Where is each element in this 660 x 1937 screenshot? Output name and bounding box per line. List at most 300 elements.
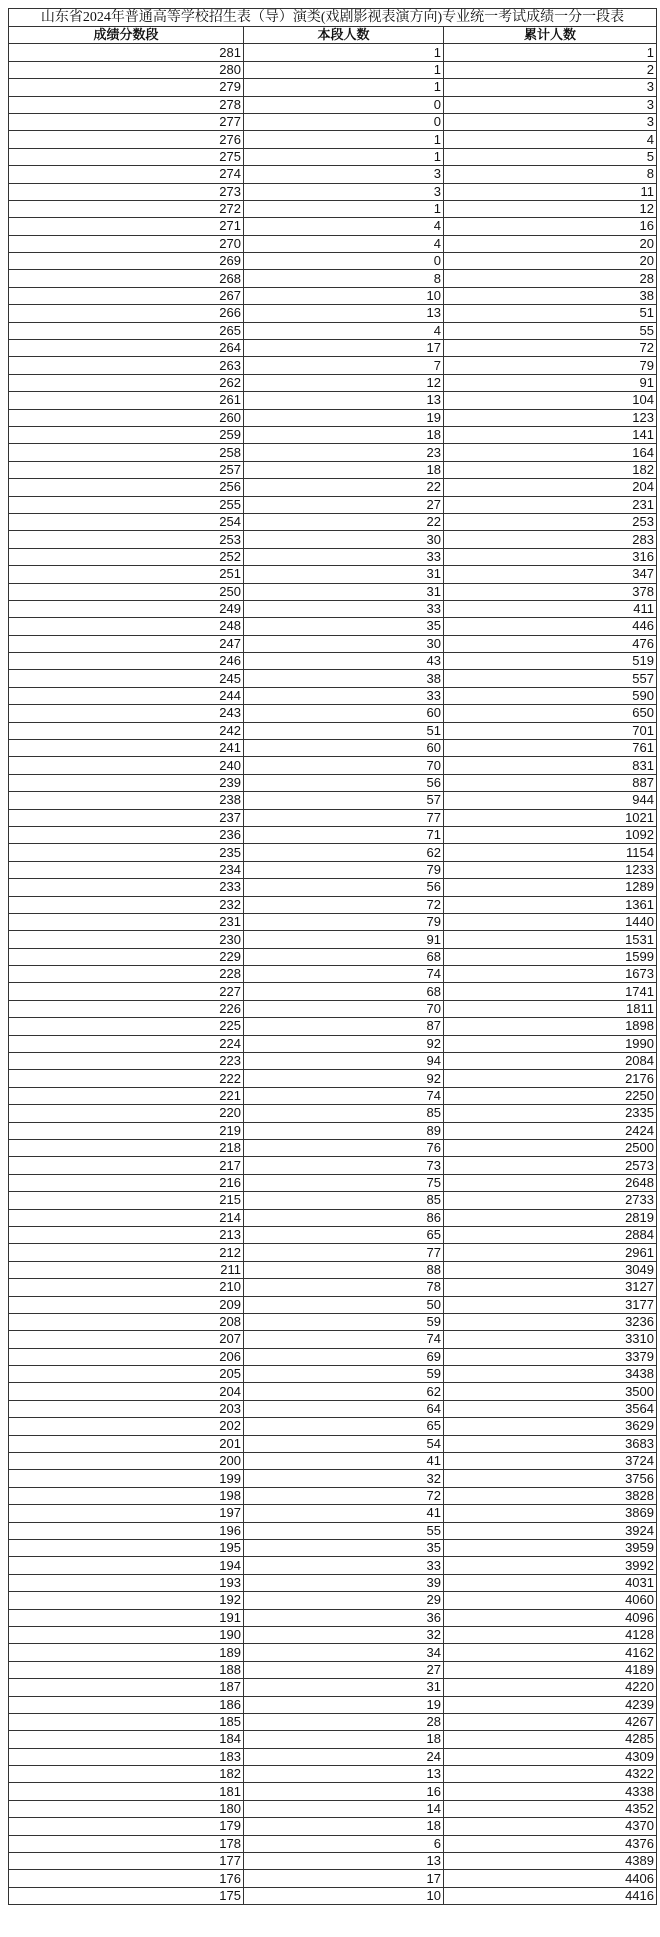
cell-score: 197	[9, 1505, 244, 1522]
cell-segment-count: 6	[244, 1835, 444, 1852]
cell-segment-count: 54	[244, 1435, 444, 1452]
cell-cumulative-count: 650	[444, 705, 657, 722]
cell-score: 209	[9, 1296, 244, 1313]
table-row	[9, 1157, 657, 1174]
cell-segment-count: 33	[244, 600, 444, 617]
table-row	[9, 1661, 657, 1678]
table-row	[9, 1679, 657, 1696]
cell-cumulative-count: 38	[444, 287, 657, 304]
table-row	[9, 966, 657, 983]
cell-segment-count: 19	[244, 409, 444, 426]
cell-segment-count: 72	[244, 1487, 444, 1504]
cell-score: 211	[9, 1261, 244, 1278]
cell-cumulative-count: 590	[444, 687, 657, 704]
cell-cumulative-count: 11	[444, 183, 657, 200]
cell-score: 198	[9, 1487, 244, 1504]
cell-cumulative-count: 3564	[444, 1400, 657, 1417]
cell-segment-count: 88	[244, 1261, 444, 1278]
cell-score: 181	[9, 1783, 244, 1800]
cell-segment-count: 3	[244, 183, 444, 200]
table-row	[9, 1470, 657, 1487]
cell-score: 218	[9, 1140, 244, 1157]
cell-cumulative-count: 283	[444, 531, 657, 548]
score-distribution-table	[8, 8, 657, 1905]
cell-score: 220	[9, 1105, 244, 1122]
cell-score: 274	[9, 166, 244, 183]
cell-score: 253	[9, 531, 244, 548]
cell-score: 275	[9, 148, 244, 165]
cell-segment-count: 51	[244, 722, 444, 739]
table-row	[9, 166, 657, 183]
cell-segment-count: 0	[244, 96, 444, 113]
cell-cumulative-count: 316	[444, 548, 657, 565]
cell-score: 183	[9, 1748, 244, 1765]
cell-segment-count: 31	[244, 583, 444, 600]
cell-score: 243	[9, 705, 244, 722]
cell-score: 225	[9, 1018, 244, 1035]
cell-segment-count: 75	[244, 1174, 444, 1191]
table-row	[9, 1226, 657, 1243]
cell-cumulative-count: 2884	[444, 1226, 657, 1243]
cell-score: 176	[9, 1870, 244, 1887]
cell-segment-count: 74	[244, 1331, 444, 1348]
table-row	[9, 392, 657, 409]
table-row	[9, 931, 657, 948]
cell-segment-count: 57	[244, 792, 444, 809]
cell-segment-count: 31	[244, 566, 444, 583]
table-row	[9, 200, 657, 217]
cell-cumulative-count: 4060	[444, 1592, 657, 1609]
table-row	[9, 653, 657, 670]
cell-segment-count: 18	[244, 1731, 444, 1748]
cell-cumulative-count: 79	[444, 357, 657, 374]
cell-cumulative-count: 2084	[444, 1053, 657, 1070]
cell-cumulative-count: 4128	[444, 1626, 657, 1643]
cell-cumulative-count: 3500	[444, 1383, 657, 1400]
cell-cumulative-count: 1599	[444, 948, 657, 965]
table-row	[9, 409, 657, 426]
cell-cumulative-count: 476	[444, 635, 657, 652]
cell-segment-count: 12	[244, 374, 444, 391]
cell-cumulative-count: 3869	[444, 1505, 657, 1522]
table-row	[9, 444, 657, 461]
table-row	[9, 96, 657, 113]
cell-cumulative-count: 2	[444, 61, 657, 78]
cell-segment-count: 70	[244, 757, 444, 774]
cell-cumulative-count: 55	[444, 322, 657, 339]
cell-segment-count: 27	[244, 496, 444, 513]
table-row	[9, 513, 657, 530]
cell-cumulative-count: 3177	[444, 1296, 657, 1313]
cell-segment-count: 22	[244, 479, 444, 496]
table-row	[9, 1626, 657, 1643]
cell-segment-count: 30	[244, 531, 444, 548]
table-row	[9, 1418, 657, 1435]
cell-segment-count: 68	[244, 948, 444, 965]
title-row	[9, 9, 657, 27]
cell-cumulative-count: 8	[444, 166, 657, 183]
cell-segment-count: 36	[244, 1609, 444, 1626]
table-row	[9, 235, 657, 252]
cell-segment-count: 1	[244, 44, 444, 61]
cell-segment-count: 68	[244, 983, 444, 1000]
cell-cumulative-count: 72	[444, 340, 657, 357]
cell-score: 229	[9, 948, 244, 965]
cell-score: 262	[9, 374, 244, 391]
cell-cumulative-count: 378	[444, 583, 657, 600]
cell-segment-count: 1	[244, 61, 444, 78]
cell-segment-count: 39	[244, 1574, 444, 1591]
cell-cumulative-count: 4406	[444, 1870, 657, 1887]
table-row	[9, 1209, 657, 1226]
cell-score: 192	[9, 1592, 244, 1609]
cell-cumulative-count: 2500	[444, 1140, 657, 1157]
cell-cumulative-count: 2819	[444, 1209, 657, 1226]
cell-segment-count: 28	[244, 1713, 444, 1730]
cell-score: 258	[9, 444, 244, 461]
cell-cumulative-count: 1233	[444, 861, 657, 878]
table-row	[9, 1383, 657, 1400]
cell-segment-count: 70	[244, 1000, 444, 1017]
cell-segment-count: 19	[244, 1696, 444, 1713]
cell-segment-count: 55	[244, 1522, 444, 1539]
cell-segment-count: 91	[244, 931, 444, 948]
table-row	[9, 218, 657, 235]
table-row	[9, 1053, 657, 1070]
cell-score: 260	[9, 409, 244, 426]
cell-score: 259	[9, 426, 244, 443]
cell-cumulative-count: 1531	[444, 931, 657, 948]
table-row	[9, 1609, 657, 1626]
table-row	[9, 1592, 657, 1609]
table-row	[9, 1539, 657, 1556]
cell-cumulative-count: 4	[444, 131, 657, 148]
cell-score: 179	[9, 1818, 244, 1835]
cell-cumulative-count: 831	[444, 757, 657, 774]
cell-cumulative-count: 2250	[444, 1087, 657, 1104]
cell-score: 212	[9, 1244, 244, 1261]
cell-segment-count: 59	[244, 1366, 444, 1383]
cell-cumulative-count: 519	[444, 653, 657, 670]
cell-cumulative-count: 887	[444, 774, 657, 791]
cell-score: 199	[9, 1470, 244, 1487]
cell-segment-count: 60	[244, 740, 444, 757]
cell-cumulative-count: 557	[444, 670, 657, 687]
table-row	[9, 322, 657, 339]
table-row	[9, 1122, 657, 1139]
cell-segment-count: 50	[244, 1296, 444, 1313]
table-row	[9, 305, 657, 322]
cell-segment-count: 41	[244, 1505, 444, 1522]
header-segment-count: 本段人数	[244, 27, 444, 44]
cell-cumulative-count: 1289	[444, 879, 657, 896]
cell-score: 250	[9, 583, 244, 600]
cell-cumulative-count: 1898	[444, 1018, 657, 1035]
cell-score: 246	[9, 653, 244, 670]
table-row	[9, 496, 657, 513]
cell-cumulative-count: 4189	[444, 1661, 657, 1678]
cell-segment-count: 76	[244, 1140, 444, 1157]
table-row	[9, 1174, 657, 1191]
cell-score: 263	[9, 357, 244, 374]
cell-segment-count: 94	[244, 1053, 444, 1070]
cell-score: 265	[9, 322, 244, 339]
table-row	[9, 1400, 657, 1417]
table-row	[9, 183, 657, 200]
table-row	[9, 1348, 657, 1365]
cell-score: 217	[9, 1157, 244, 1174]
cell-score: 247	[9, 635, 244, 652]
table-row	[9, 600, 657, 617]
cell-score: 175	[9, 1887, 244, 1904]
table-row	[9, 1818, 657, 1835]
cell-segment-count: 86	[244, 1209, 444, 1226]
table-row	[9, 1870, 657, 1887]
cell-score: 208	[9, 1313, 244, 1330]
table-row	[9, 861, 657, 878]
cell-cumulative-count: 3724	[444, 1453, 657, 1470]
cell-segment-count: 89	[244, 1122, 444, 1139]
cell-segment-count: 78	[244, 1279, 444, 1296]
cell-segment-count: 65	[244, 1226, 444, 1243]
cell-score: 182	[9, 1766, 244, 1783]
cell-segment-count: 7	[244, 357, 444, 374]
cell-score: 202	[9, 1418, 244, 1435]
cell-score: 256	[9, 479, 244, 496]
cell-segment-count: 1	[244, 79, 444, 96]
cell-segment-count: 31	[244, 1679, 444, 1696]
table-row	[9, 774, 657, 791]
cell-segment-count: 22	[244, 513, 444, 530]
cell-segment-count: 17	[244, 1870, 444, 1887]
table-row	[9, 705, 657, 722]
cell-segment-count: 69	[244, 1348, 444, 1365]
cell-cumulative-count: 204	[444, 479, 657, 496]
cell-cumulative-count: 3379	[444, 1348, 657, 1365]
cell-cumulative-count: 20	[444, 253, 657, 270]
cell-score: 216	[9, 1174, 244, 1191]
cell-cumulative-count: 4370	[444, 1818, 657, 1835]
table-row	[9, 1435, 657, 1452]
cell-segment-count: 4	[244, 218, 444, 235]
cell-score: 203	[9, 1400, 244, 1417]
table-row	[9, 1748, 657, 1765]
cell-cumulative-count: 3049	[444, 1261, 657, 1278]
cell-score: 251	[9, 566, 244, 583]
cell-score: 178	[9, 1835, 244, 1852]
table-row	[9, 374, 657, 391]
cell-segment-count: 74	[244, 1087, 444, 1104]
cell-segment-count: 34	[244, 1644, 444, 1661]
cell-cumulative-count: 446	[444, 618, 657, 635]
cell-cumulative-count: 1361	[444, 896, 657, 913]
cell-segment-count: 27	[244, 1661, 444, 1678]
cell-cumulative-count: 944	[444, 792, 657, 809]
cell-cumulative-count: 3924	[444, 1522, 657, 1539]
cell-score: 240	[9, 757, 244, 774]
cell-cumulative-count: 3992	[444, 1557, 657, 1574]
table-row	[9, 61, 657, 78]
table-row	[9, 566, 657, 583]
cell-segment-count: 3	[244, 166, 444, 183]
cell-cumulative-count: 3756	[444, 1470, 657, 1487]
cell-cumulative-count: 1440	[444, 913, 657, 930]
cell-segment-count: 32	[244, 1626, 444, 1643]
table-row	[9, 44, 657, 61]
cell-cumulative-count: 2335	[444, 1105, 657, 1122]
table-row	[9, 1035, 657, 1052]
cell-segment-count: 10	[244, 287, 444, 304]
cell-segment-count: 29	[244, 1592, 444, 1609]
cell-score: 187	[9, 1679, 244, 1696]
cell-cumulative-count: 4267	[444, 1713, 657, 1730]
cell-cumulative-count: 104	[444, 392, 657, 409]
cell-score: 189	[9, 1644, 244, 1661]
cell-score: 184	[9, 1731, 244, 1748]
cell-cumulative-count: 2176	[444, 1070, 657, 1087]
cell-segment-count: 56	[244, 879, 444, 896]
cell-segment-count: 60	[244, 705, 444, 722]
cell-cumulative-count: 4416	[444, 1887, 657, 1904]
cell-score: 219	[9, 1122, 244, 1139]
cell-segment-count: 1	[244, 131, 444, 148]
table-row	[9, 1018, 657, 1035]
table-row	[9, 1696, 657, 1713]
cell-score: 186	[9, 1696, 244, 1713]
cell-score: 280	[9, 61, 244, 78]
cell-cumulative-count: 164	[444, 444, 657, 461]
table-row	[9, 1000, 657, 1017]
cell-score: 214	[9, 1209, 244, 1226]
cell-cumulative-count: 141	[444, 426, 657, 443]
cell-segment-count: 74	[244, 966, 444, 983]
cell-segment-count: 79	[244, 861, 444, 878]
table-row	[9, 1453, 657, 1470]
cell-segment-count: 0	[244, 253, 444, 270]
cell-cumulative-count: 3683	[444, 1435, 657, 1452]
cell-cumulative-count: 2573	[444, 1157, 657, 1174]
cell-segment-count: 41	[244, 1453, 444, 1470]
cell-cumulative-count: 91	[444, 374, 657, 391]
table-row	[9, 148, 657, 165]
cell-segment-count: 62	[244, 1383, 444, 1400]
cell-score: 281	[9, 44, 244, 61]
cell-score: 272	[9, 200, 244, 217]
table-row	[9, 1279, 657, 1296]
cell-cumulative-count: 2424	[444, 1122, 657, 1139]
cell-score: 213	[9, 1226, 244, 1243]
cell-score: 245	[9, 670, 244, 687]
table-row	[9, 531, 657, 548]
cell-segment-count: 33	[244, 1557, 444, 1574]
cell-cumulative-count: 4338	[444, 1783, 657, 1800]
cell-cumulative-count: 1990	[444, 1035, 657, 1052]
cell-score: 236	[9, 826, 244, 843]
cell-segment-count: 32	[244, 1470, 444, 1487]
header-row	[9, 27, 657, 44]
cell-score: 232	[9, 896, 244, 913]
cell-cumulative-count: 4162	[444, 1644, 657, 1661]
cell-score: 204	[9, 1383, 244, 1400]
cell-score: 271	[9, 218, 244, 235]
table-row	[9, 635, 657, 652]
cell-cumulative-count: 4220	[444, 1679, 657, 1696]
cell-score: 221	[9, 1087, 244, 1104]
cell-score: 210	[9, 1279, 244, 1296]
cell-score: 235	[9, 844, 244, 861]
cell-score: 227	[9, 983, 244, 1000]
cell-segment-count: 4	[244, 235, 444, 252]
table-row	[9, 1087, 657, 1104]
cell-segment-count: 79	[244, 913, 444, 930]
table-row	[9, 1557, 657, 1574]
table-row	[9, 757, 657, 774]
cell-segment-count: 35	[244, 1539, 444, 1556]
table-row	[9, 896, 657, 913]
cell-score: 242	[9, 722, 244, 739]
cell-cumulative-count: 3	[444, 79, 657, 96]
cell-segment-count: 30	[244, 635, 444, 652]
table-row	[9, 722, 657, 739]
table-row	[9, 809, 657, 826]
table-row	[9, 792, 657, 809]
cell-score: 190	[9, 1626, 244, 1643]
cell-cumulative-count: 3629	[444, 1418, 657, 1435]
cell-segment-count: 13	[244, 392, 444, 409]
cell-score: 230	[9, 931, 244, 948]
table-row	[9, 879, 657, 896]
cell-cumulative-count: 411	[444, 600, 657, 617]
cell-score: 276	[9, 131, 244, 148]
cell-cumulative-count: 20	[444, 235, 657, 252]
cell-segment-count: 77	[244, 1244, 444, 1261]
cell-segment-count: 18	[244, 461, 444, 478]
cell-cumulative-count: 28	[444, 270, 657, 287]
cell-cumulative-count: 2733	[444, 1192, 657, 1209]
cell-cumulative-count: 701	[444, 722, 657, 739]
cell-score: 241	[9, 740, 244, 757]
cell-cumulative-count: 4352	[444, 1800, 657, 1817]
table-row	[9, 548, 657, 565]
table-row	[9, 1853, 657, 1870]
table-row	[9, 670, 657, 687]
cell-segment-count: 33	[244, 548, 444, 565]
cell-score: 249	[9, 600, 244, 617]
cell-segment-count: 73	[244, 1157, 444, 1174]
header-cumulative-count: 累计人数	[444, 27, 657, 44]
cell-cumulative-count: 253	[444, 513, 657, 530]
cell-cumulative-count: 761	[444, 740, 657, 757]
table-row	[9, 79, 657, 96]
header-score-range: 成绩分数段	[9, 27, 244, 44]
cell-cumulative-count: 123	[444, 409, 657, 426]
cell-score: 244	[9, 687, 244, 704]
cell-segment-count: 1	[244, 148, 444, 165]
cell-cumulative-count: 3310	[444, 1331, 657, 1348]
cell-cumulative-count: 4239	[444, 1696, 657, 1713]
table-row	[9, 1887, 657, 1904]
cell-score: 270	[9, 235, 244, 252]
cell-segment-count: 24	[244, 1748, 444, 1765]
table-row	[9, 983, 657, 1000]
cell-cumulative-count: 4322	[444, 1766, 657, 1783]
cell-score: 206	[9, 1348, 244, 1365]
table-row	[9, 583, 657, 600]
cell-score: 257	[9, 461, 244, 478]
table-row	[9, 1192, 657, 1209]
cell-segment-count: 92	[244, 1070, 444, 1087]
cell-cumulative-count: 182	[444, 461, 657, 478]
